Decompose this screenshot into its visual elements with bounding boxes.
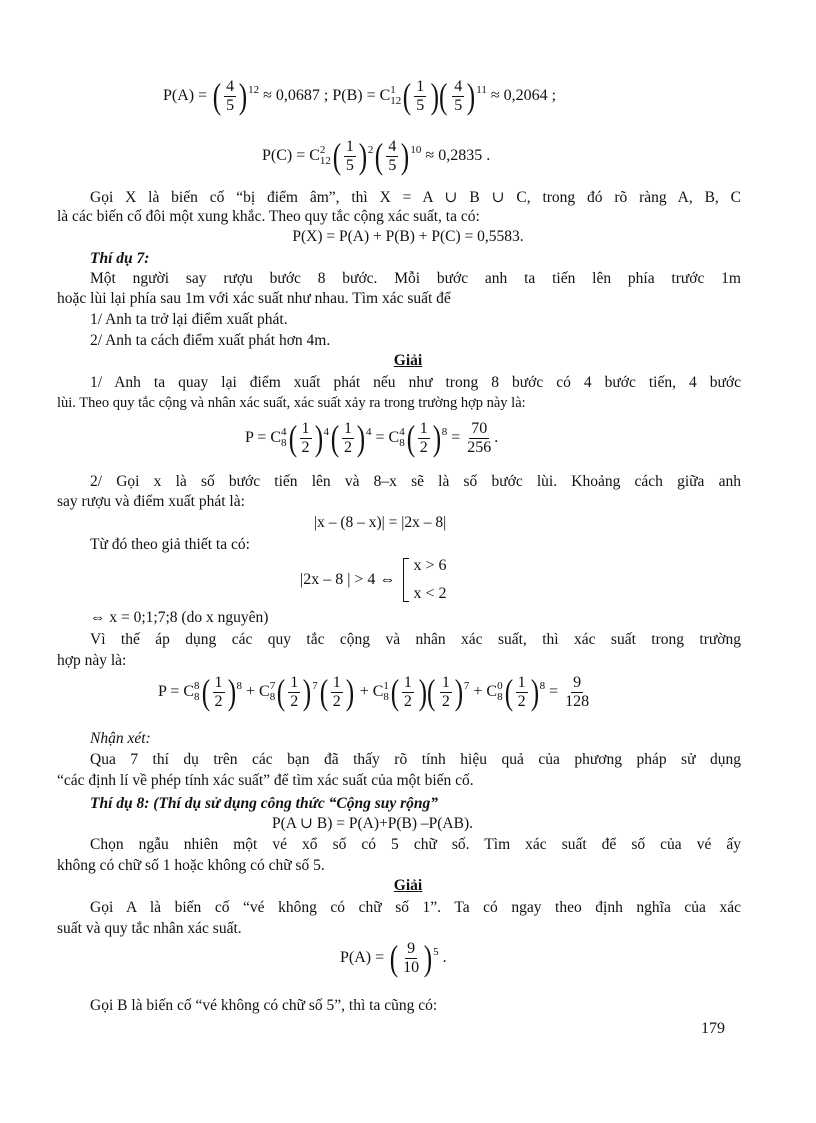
example-8-title: Thí dụ 8: (Thí dụ sử dụng công thức “Cộng suy rộng” [90, 795, 439, 812]
eq4-f6-den: 2 [517, 692, 526, 710]
eq4-c3-sub: 8 [383, 691, 389, 703]
eq4-c4-sub: 8 [497, 691, 503, 703]
paragraph-line: 1/ Anh ta quay lại điểm xuất phát nếu như trong 8 bước có 4 bước tiến, 4 bước [90, 374, 741, 391]
paragraph-line: suất và quy tắc nhân xác suất. [57, 920, 242, 937]
eq4-e2: 7 [312, 679, 318, 692]
eq4-res-num: 9 [573, 673, 582, 691]
paragraph-line: Chọn ngẫu nhiên một vé xổ số có 5 chữ số. Tìm xác suất để số của vé ấy [90, 836, 741, 853]
eq4-plus-c4: + C [473, 683, 498, 700]
question-1: 1/ Anh ta trở lại điểm xuất phát. [90, 311, 288, 328]
pb-c-sub: 12 [390, 95, 402, 107]
paragraph-line: Gọi B là biến cố “vé không có chữ số 5”, thì ta cũng có: [90, 997, 438, 1014]
pc-lhs: P(C) = C [262, 147, 320, 164]
paragraph-line: ⇔ x = 0;1;7;8 (do x nguyên) [90, 609, 269, 626]
eq3-f-num: 1 [301, 419, 310, 437]
pa-exp: 12 [248, 83, 260, 96]
eq4-f-num: 1 [214, 673, 223, 691]
eq3-c1-sup: 4 [281, 426, 287, 438]
eq4-f3-den: 2 [332, 692, 341, 710]
eq3-f3-num: 1 [419, 419, 428, 437]
pb-value: ≈ 0,2064 ; [490, 87, 557, 104]
eq3-f-den: 2 [301, 438, 310, 456]
eq3-lhs: P = C [245, 429, 281, 446]
eq5-den: 10 [403, 958, 420, 976]
paragraph-line: say rượu và điểm xuất phát là: [57, 493, 245, 510]
pc-c-sub: 12 [319, 155, 331, 167]
eq3-c1-sub: 8 [281, 437, 287, 449]
eq4-c2-sup: 7 [269, 680, 276, 692]
pc-f2-exp: 10 [410, 143, 422, 156]
eq4-f4-num: 1 [403, 673, 412, 691]
pb-c-sup: 1 [390, 84, 396, 96]
pb-lhs: P(B) = C [332, 87, 391, 104]
eq4-f5-den: 2 [441, 692, 450, 710]
eq5-num: 9 [407, 939, 416, 957]
pb-f2-num: 4 [454, 77, 463, 95]
example-7-title: Thí dụ 7: [90, 250, 150, 267]
paragraph-line: hoặc lùi lại phía sau 1m với xác suất như nhau. Tìm xác suất để [57, 290, 451, 307]
ineq-lhs: |2x – 8 | > 4 ⇔ [300, 571, 396, 588]
eq4-f2-den: 2 [290, 692, 299, 710]
eq3-c2-sup: 4 [399, 426, 405, 438]
paragraph-line: Gọi X là biến cố “bị điểm âm”, thì X = A ∪ B ∪ C, trong đó rõ ràng A, B, C [90, 189, 741, 206]
equation-distance: |x – (8 – x)| = |2x – 8| [314, 514, 447, 531]
eq5-exp: 5 [433, 945, 439, 958]
equation-return-probability: P = C 4 8 ( $\frac{1}{2}$ ) $^4$ ( $\frac{1}{2}$ ) $^4$ = C 4 8 ( $\frac{1}{2}$ ) $^8$ = $\frac{70}{256}$ . [245, 418, 499, 458]
solution-heading: Giải [393, 352, 423, 369]
page-number: 179 [701, 1020, 725, 1037]
pb-f2-den: 5 [454, 96, 463, 114]
eq4-lhs: P = C [158, 683, 194, 700]
eq4-plus-c: + C [246, 683, 270, 700]
eq4-f2-num: 1 [290, 673, 299, 691]
eq3-mid: = C [375, 429, 400, 446]
ineq-case-a: x > 6 [413, 557, 447, 574]
paragraph-line: lùi. Theo quy tắc cộng và nhân xác suất, xác suất xảy ra trong trường hợp này là: [57, 395, 526, 411]
eq4-f6-num: 1 [517, 673, 526, 691]
paragraph-line: Gọi A là biến cố “vé không có chữ số 1”. Ta có ngay theo định nghĩa của xác [90, 899, 741, 916]
paragraph-line: “các định lí về phép tính xác suất” để tìm xác suất của một biến cố. [57, 772, 474, 789]
pc-c-sup: 2 [319, 144, 326, 156]
eq3-c2-sub: 8 [399, 437, 405, 449]
paragraph-line: là các biến cố đôi một xung khắc. Theo quy tắc cộng xác suất, ta có: [57, 208, 480, 225]
equation-inequality [300, 558, 446, 602]
eq4-c4-sup: 0 [497, 680, 503, 692]
pa-value: ≈ 0,0687 ; [263, 87, 329, 104]
eq4-c3-sup: 1 [383, 680, 389, 692]
paragraph-line: Một người say rượu bước 8 bước. Mỗi bước anh ta tiến lên phía trước 1m [90, 270, 741, 287]
pc-f2-num: 4 [388, 137, 397, 155]
equation-px: P(X) = P(A) + P(B) + P(C) = 0,5583. [292, 228, 524, 245]
solution-heading-2: Giải [393, 877, 423, 894]
eq4-plus-c3: + C [359, 683, 384, 700]
pc-f1-den: 5 [345, 156, 354, 174]
eq3-e2: 4 [366, 425, 372, 438]
eq3-e3: 8 [441, 425, 448, 438]
paragraph-line: không có chữ số 1 hoặc không có chữ số 5. [57, 857, 325, 874]
paragraph-line: Từ đó theo giả thiết ta có: [90, 536, 250, 553]
eq3-res-num: 70 [471, 419, 488, 437]
paragraph-line: 2/ Gọi x là số bước tiến lên và 8–x sẽ là số bước lùi. Khoảng cách giữa anh [90, 473, 741, 490]
eq5-lhs: P(A) = [340, 949, 385, 966]
pc-f2-den: 5 [388, 156, 397, 174]
eq4-e1: 8 [236, 679, 242, 692]
eq3-f2-num: 1 [344, 419, 352, 437]
eq4-c1-sub: 8 [194, 691, 200, 703]
pb-exp: 11 [476, 83, 487, 96]
pb-f1-den: 5 [416, 96, 425, 114]
eq4-f-den: 2 [214, 692, 223, 710]
question-2: 2/ Anh ta cách điểm xuất phát hơn 4m. [90, 332, 331, 349]
equation-union-rule: P(A ∪ B) = P(A)+P(B) –P(AB). [272, 815, 473, 832]
eq3-f3-den: 2 [419, 438, 428, 456]
equation-far-probability: P = C 8 8 ( $\frac{1}{2}$ ) $^8$ + C 7 8 ( $\frac{1}{2}$ ) $^7$ ( $\frac{1}{2}$ ) + C 1 8 ( $\frac{1}{2}$ )( $\frac{1}{2}$ ) $^7$ + C 0 8 ( $\frac{1}{2}$ ) $^8$ = $\frac{9}{128}$ [158, 672, 590, 712]
eq3-e1: 4 [323, 425, 329, 438]
pc-f1-exp: 2 [367, 143, 374, 156]
eq3-f2-den: 2 [344, 438, 352, 456]
pb-f1-num: 1 [416, 77, 425, 95]
eq4-res-den: 128 [565, 692, 590, 710]
eq4-c1-sup: 8 [194, 680, 200, 692]
equation-pa-pb: P(A) = ( $\frac{4}{5}$ ) $^{12}$ ≈ 0,0687 ; P(B) = C 1 12 ( $\frac{1}{5}$ )( $\frac{4}{5}$ ) $^{11}$ ≈ 0,2064 ; [163, 76, 557, 116]
eq4-e4: 8 [539, 679, 546, 692]
pc-value: ≈ 0,2835 . [425, 147, 491, 164]
paragraph-line: Qua 7 thí dụ trên các bạn đã thấy rõ tính hiệu quả của phương pháp sử dụng [90, 751, 741, 768]
paragraph-line: hợp này là: [57, 652, 127, 669]
pa-den: 5 [226, 96, 235, 114]
ineq-case-b: x < 2 [413, 585, 447, 602]
pa-lhs: P(A) = [163, 87, 208, 104]
remark-title: Nhận xét: [90, 730, 151, 747]
eq4-f3-num: 1 [332, 673, 341, 691]
paragraph-line: Vì thế áp dụng các quy tắc cộng và nhân xác suất, thì xác suất trong trường [90, 631, 741, 648]
eq4-f4-den: 2 [403, 692, 412, 710]
ineq-bracket [403, 558, 446, 602]
eq4-f5-num: 1 [441, 673, 450, 691]
equation-pa-ticket: P(A) = ( $\frac{9}{10}$ ) $^5$ . [340, 938, 447, 978]
pc-f1-num: 1 [345, 137, 354, 155]
eq3-res-den: 256 [467, 438, 492, 456]
pa-num: 4 [226, 77, 235, 95]
eq4-c2-sub: 8 [269, 691, 276, 703]
eq4-e3: 7 [463, 679, 470, 692]
equation-pc: P(C) = C 2 12 ( $\frac{1}{5}$ ) $^2$ ( $\frac{4}{5}$ ) $^{10}$ ≈ 0,2835 . [262, 136, 491, 176]
